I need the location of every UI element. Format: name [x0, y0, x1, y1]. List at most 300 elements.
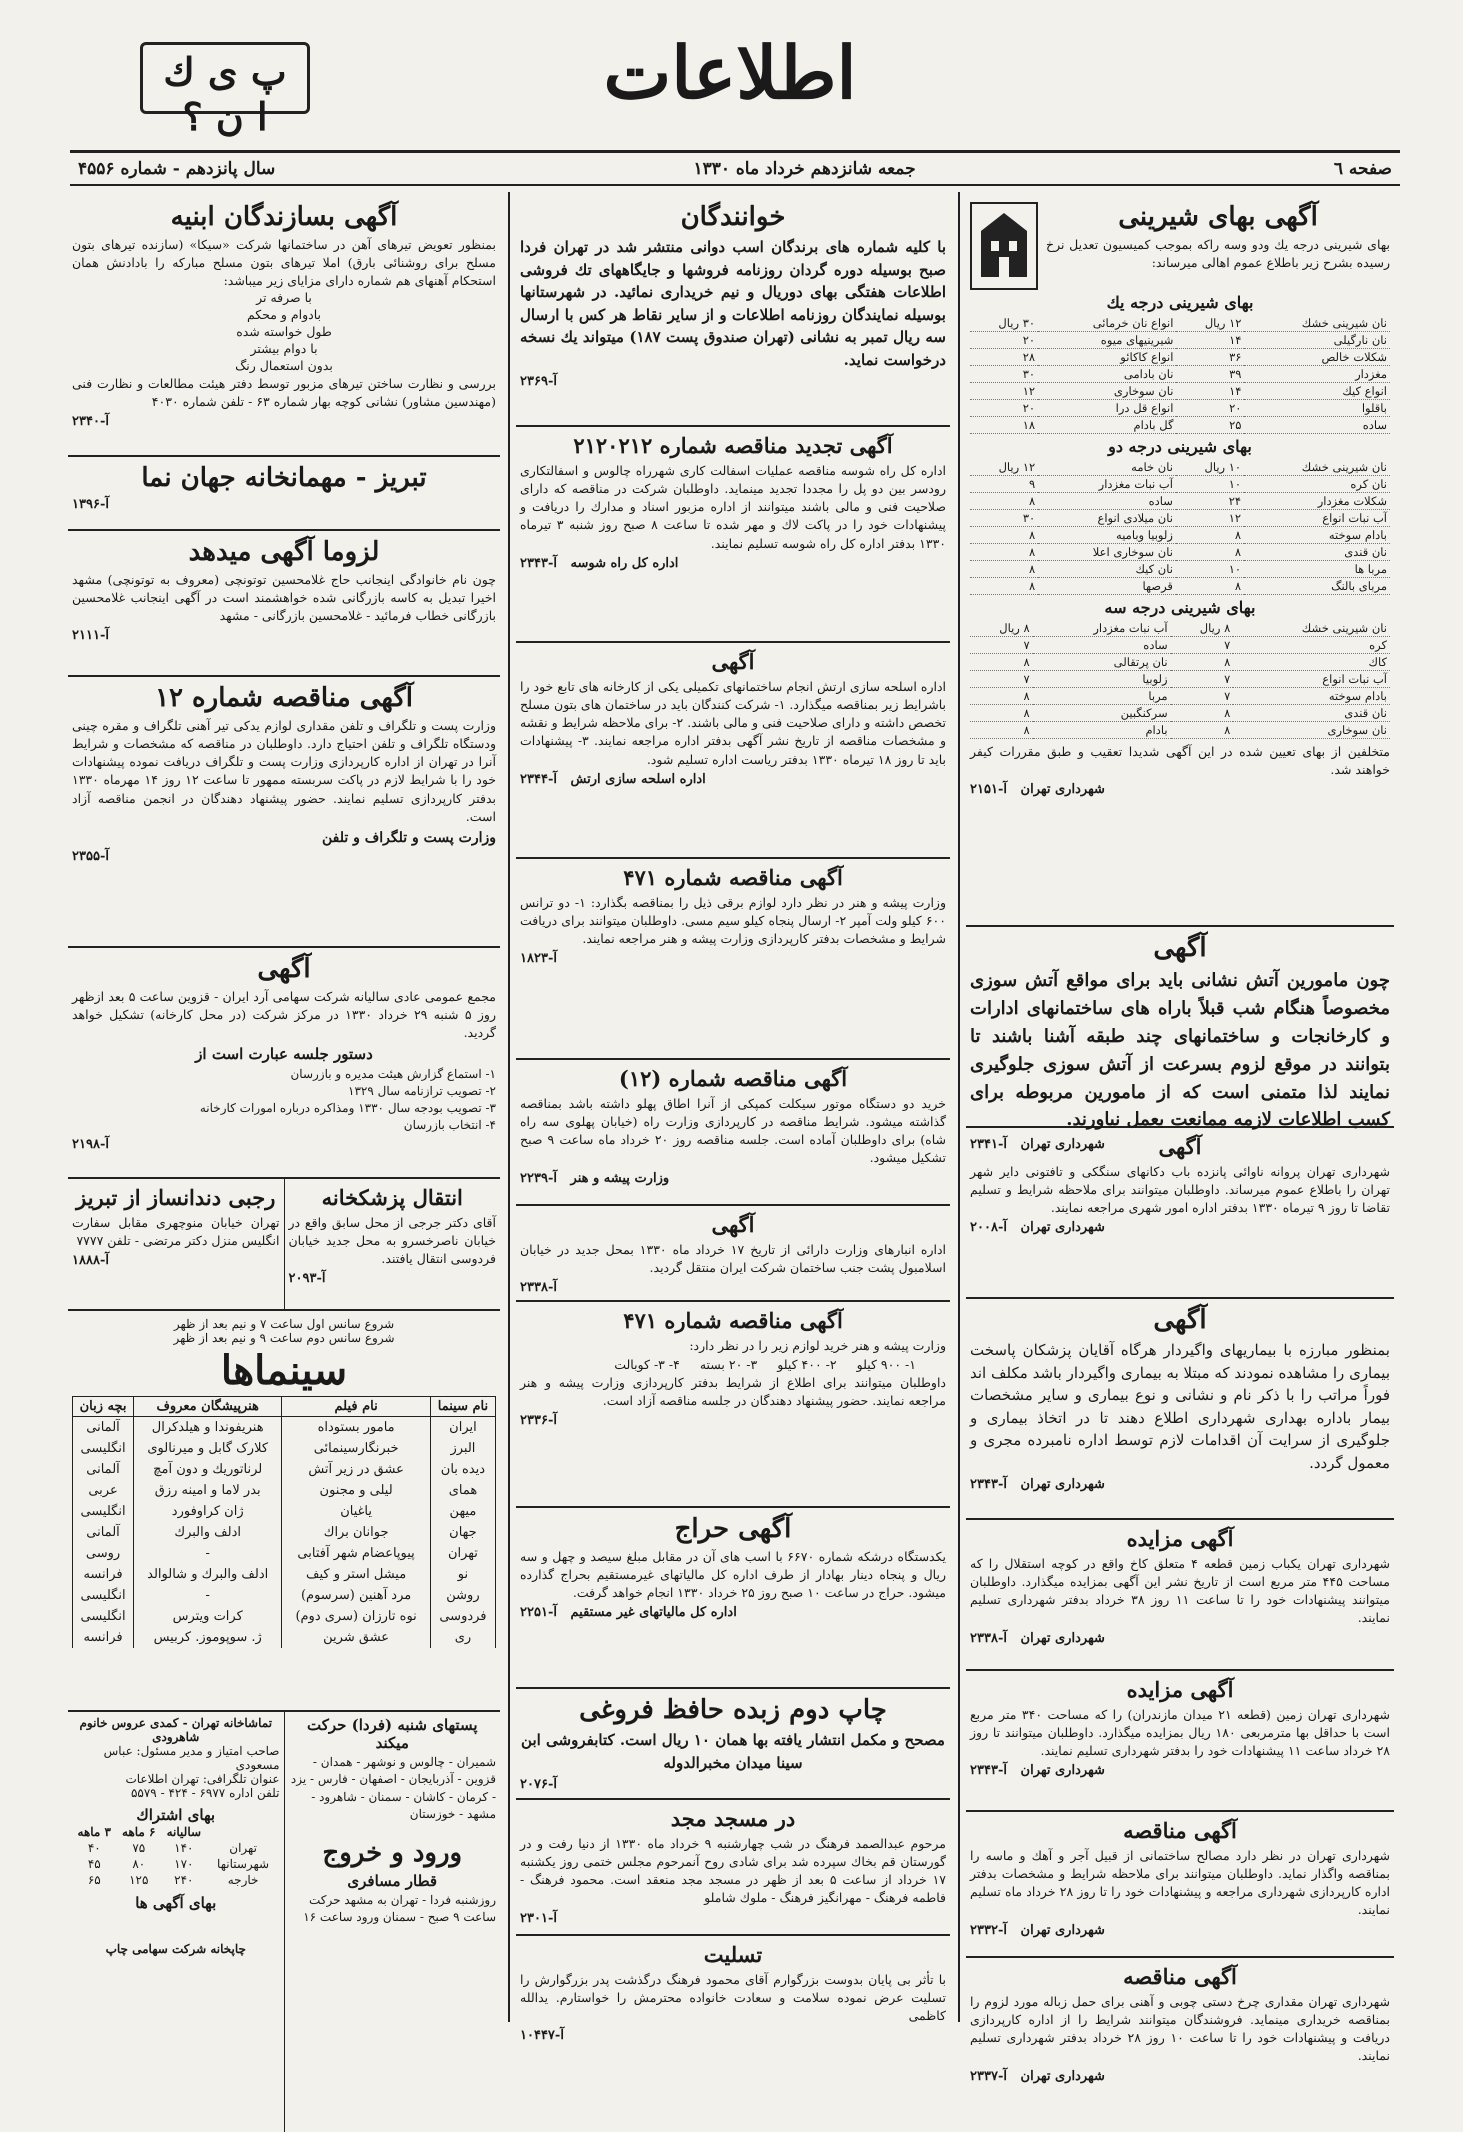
- ad-body: شهرداری تهران زمین (قطعه ۲۱ میدان مازندران) را که مساحت ۳۴۰ متر مربع است با حداقل بها مترمربعی ۱۸۰ ریال بمزایده میگذارد. داوطلبان میتوانند تا روز ۲۸ خرداد ساعت ۱۱ پیشنهادات خود را بدفتر شهرداری تسلیم نمایند.: [970, 1707, 1390, 1759]
- ad-title: انتقال پزشکخانه: [321, 1185, 463, 1210]
- price-row: [970, 383, 1390, 400]
- issue-number: سال پانزدهم - شماره ۴۵۵۶: [78, 158, 276, 179]
- table-cell: مغزدار: [1244, 366, 1390, 383]
- table-cell: زلوبیا: [1033, 671, 1171, 688]
- ad-signature: آ-۲۳۳۸: [520, 1280, 557, 1296]
- sweets-price-ad: [966, 196, 1394, 927]
- table-cell: خبرنگارسینمائی: [282, 1438, 431, 1459]
- address: عنوان تلگرافی: تهران اطلاعات: [125, 1772, 280, 1786]
- price-row: [970, 637, 1390, 654]
- ad-signature: آ-۱۰۴۴۷: [520, 2028, 564, 2044]
- table-cell: شهرستانها: [217, 1857, 270, 1871]
- transit-box: [284, 1712, 501, 2132]
- ad-title: لزوما آگهی میدهد: [188, 537, 380, 567]
- table-cell: روشن: [430, 1585, 495, 1606]
- table-cell: نان بادامی: [1038, 366, 1176, 383]
- grade1-price-table: [970, 315, 1390, 434]
- name-change-ad: [68, 531, 500, 677]
- ad-signature: شهرداری تهران آ-۲۳۴۳: [970, 1763, 1105, 1779]
- ad-title: آگهی: [711, 1212, 755, 1237]
- price-row: [970, 493, 1390, 510]
- showtime: شروع سانس اول ساعت ۷ و نیم بعد از ظهر: [173, 1317, 395, 1331]
- ad-title: آگهی: [257, 954, 311, 984]
- table-cell: میهن: [430, 1501, 495, 1522]
- cinema-row: [73, 1585, 496, 1606]
- ad-signature: شهرداری تهران آ-۲۳۴۳: [970, 1477, 1105, 1492]
- ad-title: چاپ دوم زبده حافظ فروغی: [579, 1695, 887, 1725]
- table-cell: ۸: [970, 578, 1038, 595]
- table-cell: نان قندی: [1244, 544, 1390, 561]
- fire-safety-ad: [966, 927, 1394, 1153]
- ad-title: آگهی: [1158, 1134, 1202, 1159]
- theater-title: تماشاخانه تهران - کمدی عروس خانوم شاهرودی: [79, 1716, 273, 1744]
- ad-signature: شهرداری تهران آ-۲۰۰۸: [970, 1220, 1105, 1236]
- waste-cart-tender-ad: [966, 1958, 1394, 2122]
- list-item: ۱- ۹۰۰ کیلو: [856, 1357, 916, 1373]
- transit-title: ورود و خروج: [322, 1837, 463, 1868]
- table-cell: بادام سوخته: [1233, 688, 1390, 705]
- table-cell: ۶۵: [87, 1873, 101, 1887]
- table-cell: آب نبات انواع: [1233, 671, 1390, 688]
- table-cell: ۳۶: [1176, 349, 1244, 366]
- ad-body: شهرداری تهران یکباب زمین قطعه ۴ متعلق کاخ واقع در کوچه استقلال را که مساحت ۴۴۵ متر مربع است از تاریخ نشر این آگهی بمزایده میگذارد. داوطلبان میتوانند پیشنهادات خود را تا ساعت ۱۱ روز ۳۸ خرداد بدفتر شهرداری تسلیم نمایند.: [970, 1556, 1391, 1626]
- ad-title: آگهی حراج: [674, 1514, 792, 1544]
- ad-body: داوطلبان میتوانند برای اطلاع از شرایط بدفتر کارپردازی وزارت پیشه و هنر مراجعه نمایند. حضور پیشنهاد دهندگان در جلسه مناقصه آزاد است.: [520, 1375, 946, 1409]
- ad-signature: اداره اسلحه سازی ارتش آ-۲۳۴۴: [520, 771, 706, 787]
- list-item: ۲- تصویب ترازنامه سال ۱۳۲۹: [348, 1084, 496, 1099]
- table-cell: فرانسه: [73, 1627, 134, 1648]
- ad-signature: اداره کل راه شوسه آ-۲۳۴۳: [520, 555, 679, 571]
- price-row: [970, 400, 1390, 417]
- table-cell: باقلوا: [1244, 400, 1390, 417]
- auction-ad-1: [966, 1520, 1394, 1671]
- table-cell: نو: [430, 1564, 495, 1585]
- ad-body: تهران خیابان منوچهری مقابل سفارت انگلیس منزل دکتر مرتضی - تلفن ۷۷۷۷: [72, 1215, 280, 1249]
- cinema-row: [73, 1564, 496, 1585]
- table-cell: جوانان براك: [282, 1522, 431, 1543]
- bakery-permit-ad: [966, 1128, 1394, 1299]
- table-cell: فرانسه: [73, 1564, 134, 1585]
- table-cell: ۸ ریال: [1171, 620, 1234, 637]
- table-cell: ۱۲: [970, 383, 1038, 400]
- ad-body: مصحح و مکمل انتشار یافته بها همان ۱۰ ریال است. کتابفروشی ابن سینا میدان مخبرالدوله: [521, 1731, 945, 1772]
- ad-signature: آ-۲۳۴۰: [72, 414, 109, 429]
- grade3-title: بهای شیرینی درجه سه: [1104, 598, 1256, 617]
- price-row: [970, 476, 1390, 493]
- table-cell: نان شیرینی خشك: [1244, 315, 1390, 332]
- train-title: قطار مسافری: [347, 1871, 438, 1890]
- table-cell: ۷: [1171, 671, 1234, 688]
- table-cell: ۸: [970, 688, 1033, 705]
- list-item: ۳- ۲۰ بسته: [699, 1357, 758, 1373]
- table-cell: ۳۰: [970, 510, 1038, 527]
- ad-signature: شهرداری تهران آ-۲۳۳۷: [970, 2068, 1105, 2084]
- ad-body: وزارت پیشه و هنر در نظر دارد لوازم برقی ذیل را بمناقصه بگذارد: ۱- دو ترانس ۶۰۰ کیلو ولت آمپر ۲- ارسال پنجاه کیلو سیم مسی. داوطلبان میتوانند برای دریافت شرایط و مشخصات بدفتر کارپردازی وزارت پیشه و هنر مراجعه نمایند.: [520, 895, 946, 947]
- auction-ad-2: [966, 1671, 1394, 1812]
- cinema-row: [73, 1459, 496, 1480]
- builders-ad: [68, 196, 500, 457]
- dateline: [70, 150, 1400, 186]
- table-cell: ۳۹: [1176, 366, 1244, 383]
- cinema-row: [73, 1522, 496, 1543]
- column-header: نام سینما: [430, 1397, 495, 1417]
- table-cell: ۹: [970, 476, 1038, 493]
- ad-body: مرحوم عبدالصمد فرهنگ در شب چهارشنبه ۹ خرداد ماه ۱۳۳۰ از دنیا رفت و در گورستان قم بخاك سپرده شد برای شادی روح آنمرحوم مجلس ختمی روز یکشنبه ۱۷ خرداد از ساعت ۵ بعد از ظهر در مسجد مجد منعقد است. محمود فرهنگ - فاطمه فرهنگ - مهرانگیز فرهنگ - ملوك شاملو: [520, 1836, 946, 1906]
- table-cell: ۱۰ ریال: [1176, 459, 1244, 476]
- table-cell: ری: [430, 1627, 495, 1648]
- ad-title: آگهی بهای شیرینی: [1118, 202, 1318, 232]
- features-list: [72, 290, 496, 374]
- table-cell: ۲۴: [1176, 493, 1244, 510]
- grade3-price-table: [970, 620, 1390, 739]
- ad-body: چون مامورین آتش نشانی باید برای مواقع آتش سوزی مخصوصاً هنگام شب قبلاً باراه های ساختمانهای ادارات و کارخانجات و ساختمانهای چند طبقه آشنا باشند تا بتوانند در موقع لزوم بسرعت از آتش سوزی جلوگیری نمایند لذا متمنی است که از مامورین مربوطه برای کسب اطلاعات لازمه ممانعت بعمل نیاورند.: [970, 970, 1390, 1131]
- electrical-tender-ad: [516, 859, 950, 1060]
- table-cell: ۳۰ ریال: [970, 315, 1038, 332]
- table-cell: ۸: [1176, 527, 1244, 544]
- table-cell: عربی: [73, 1480, 134, 1501]
- list-item: ۴- ۳- کوبالت: [614, 1357, 680, 1373]
- table-cell: تهران: [430, 1543, 495, 1564]
- table-cell: ۱۴: [1176, 332, 1244, 349]
- table-cell: ۷: [1171, 688, 1234, 705]
- column-header: نام فیلم: [282, 1397, 431, 1417]
- table-cell: ۳۰: [970, 366, 1038, 383]
- table-cell: ۲۸: [970, 349, 1038, 366]
- ad-title: آگهی: [1153, 1305, 1207, 1335]
- table-cell: گل بادام: [1038, 417, 1176, 434]
- column-header: ۶ ماهه: [122, 1825, 156, 1839]
- table-cell: قرصها: [1038, 578, 1176, 595]
- ad-body: شهرداری تهران پروانه ناوائی پانزده باب دکانهای سنگکی و تافتونی دایر شهر تهران را باطلاع عموم میرساند. داوطلبان میتوانند برای ملاحظه شرایط و تسلیم تقاضا تا روز ۹ تیرماه ۱۳۳۰ بدفتر اداره امور شهری مراجعه نمایند.: [970, 1164, 1390, 1216]
- table-cell: ۷: [1171, 637, 1234, 654]
- table-cell: لیلی و مجنون: [282, 1480, 431, 1501]
- ad-signature: آ-۱۳۹۶: [72, 497, 109, 512]
- list-item: ۲- ۴۰۰ کیلو: [777, 1357, 837, 1373]
- subscription-title: بهای اشتراك: [136, 1806, 216, 1824]
- assembly-ad: [68, 948, 500, 1179]
- table-cell: ژان کراوفورد: [134, 1501, 282, 1522]
- right-column: [960, 192, 1400, 2084]
- grade1-title: بهای شیرینی درجه یك: [1106, 293, 1254, 312]
- price-row: [970, 315, 1390, 332]
- ad-signature: آ-۲۳۳۶: [520, 1413, 557, 1429]
- ad-title: آگهی مناقصه: [1123, 1964, 1237, 1989]
- table-cell: ژ. سوپوموز. کربیس: [134, 1627, 282, 1648]
- table-cell: ۲۰: [970, 332, 1038, 349]
- ad-body: بهای شیرینی درجه یك ودو وسه راکه بموجب کمیسیون تعدیل نرخ رسیده بشرح زیر باطلاع عموم اهالی میرساند:: [1046, 237, 1390, 271]
- table-cell: نان شیرینی خشك: [1244, 459, 1390, 476]
- table-cell: ۱۲: [1176, 510, 1244, 527]
- road-tender-ad: [516, 427, 950, 643]
- table-cell: ساده: [1244, 417, 1390, 434]
- table-cell: انگلیسی: [73, 1438, 134, 1459]
- table-cell: آلمانی: [73, 1459, 134, 1480]
- cinema-row: [73, 1480, 496, 1501]
- cinema-section-title: سینماها: [220, 1347, 348, 1394]
- issue-date: جمعه شانزدهم خرداد ماه ۱۳۳۰: [693, 158, 916, 179]
- subscription-row: [72, 1840, 280, 1856]
- table-cell: ادلف والبرك: [134, 1522, 282, 1543]
- table-cell: ۱۰: [1176, 561, 1244, 578]
- ad-footer: متخلفین از بهای تعیین شده در این آگهی شدیدا تعقیب و طبق مقررات کیفر خواهند شد.: [970, 744, 1390, 778]
- column-header: سالیانه: [166, 1825, 202, 1839]
- ad-signature: آ-۲۰۷۶: [520, 1777, 557, 1792]
- column-header: ۳ ماهه: [77, 1825, 111, 1839]
- ad-signature: وزارت پیشه و هنر آ-۲۲۳۹: [520, 1170, 670, 1186]
- table-cell: نان پرتقالی: [1033, 654, 1171, 671]
- ad-title: آگهی مناقصه شماره ۴۷۱: [623, 1308, 843, 1333]
- list-item: ۱- استماع گزارش هیئت مدیره و بازرسان: [290, 1067, 496, 1082]
- ad-signature: شهرداری تهران آ-۲۱۵۱: [970, 782, 1105, 798]
- price-row: [970, 722, 1390, 739]
- list-item: بادوام و محکم: [246, 307, 322, 323]
- table-cell: عشق شرین: [282, 1627, 431, 1648]
- agenda-title: دستور جلسه عبارت است از: [195, 1045, 373, 1064]
- table-cell: ۲۴۰: [174, 1873, 194, 1887]
- table-cell: ۸: [970, 527, 1038, 544]
- table-cell: نان خامه: [1038, 459, 1176, 476]
- ad-signature: آ-۲۱۹۸: [72, 1136, 109, 1152]
- table-cell: ۸: [1171, 654, 1234, 671]
- list-item: ۳- تصویب بودجه سال ۱۳۳۰ ومذاکره درباره امورات کارخانه: [199, 1100, 496, 1115]
- telegraph-tender-ad: [68, 677, 500, 948]
- table-cell: مربای بالنگ: [1244, 578, 1390, 595]
- table-cell: فردوسی: [430, 1606, 495, 1627]
- supplies-tender-ad: [516, 1302, 950, 1508]
- table-cell: پیوپاعضام شهر آفتابی: [282, 1543, 431, 1564]
- price-row: [970, 366, 1390, 383]
- ad-body: شهرداری تهران در نظر دارد مصالح ساختمانی از قبیل آجر و آهك و ماسه را بمناقصه واگذار نماید. داوطلبان میتوانند برای ملاحظه شرایط و مشخصات بدفتر اداره کارپردازی شهرداری مراجعه و پیشنهادات خود را تا روز ۲۸ خرداد ماه تسلیم نمایند.: [970, 1848, 1391, 1918]
- table-cell: انگلیسی: [73, 1606, 134, 1627]
- table-cell: ۷: [970, 671, 1033, 688]
- table-cell: نان قندی: [1233, 705, 1390, 722]
- ad-body: اداره اسلحه سازی ارتش انجام ساختمانهای تکمیلی یکی از کارخانه های تابع خود را باشرایط زیر بمناقصه میگذارد. ۱- شرکت کنندگان باید در ساختمان های بتون مسلح تخصص داشته و دارای صلاحیت فنی و مالی باشند. ۲- برای ملاحظه شرایط و نقشه و مشخصات مناقصه از تاریخ نشر آگهی بدفتر اداره مراجعه نمایند. ۳- پیشنهادات باید تا روز ۱۸ تیرماه ۱۳۳۰ بدفتر ریاست اداره تسلیم شود.: [520, 679, 946, 767]
- table-cell: ادلف والبرك و شالوالد: [134, 1564, 282, 1585]
- table-cell: کلارک گابل و میرنالوی: [134, 1438, 282, 1459]
- table-cell: جهان: [430, 1522, 495, 1543]
- table-cell: ۱۷۰: [174, 1857, 194, 1871]
- table-cell: نان سوخاری اعلا: [1038, 544, 1176, 561]
- table-cell: انگلیسی: [73, 1585, 134, 1606]
- table-cell: کاك: [1233, 654, 1390, 671]
- mosque-memorial-ad: [516, 1800, 950, 1936]
- ad-title: پستهای شنبه (فردا) حرکت میکند: [306, 1716, 478, 1752]
- table-cell: بادام سوخته: [1244, 527, 1390, 544]
- masthead-title: اطلاعات: [603, 30, 857, 115]
- middle-column: [510, 192, 956, 2044]
- press-info-box: [68, 1712, 284, 2132]
- cinema-row: [73, 1606, 496, 1627]
- dentist-ad: [68, 1179, 284, 1309]
- table-cell: ۸: [970, 493, 1038, 510]
- price-row: [970, 510, 1390, 527]
- price-row: [970, 349, 1390, 366]
- ad-body: آقای دکتر جرجی از محل سابق واقع در خیابان ناصرخسرو به محل جدید خیابان فردوسی انتقال یافتند.: [288, 1215, 496, 1267]
- table-cell: نان میلادی انواع: [1038, 510, 1176, 527]
- table-cell: عشق در زیر آتش: [282, 1459, 431, 1480]
- ad-title: آگهی بسازندگان ابنیه: [170, 202, 398, 232]
- table-cell: کرات ویترس: [134, 1606, 282, 1627]
- ad-signature: آ-۲۳۶۹: [520, 374, 557, 389]
- column-header: [207, 1824, 280, 1840]
- table-cell: مربا: [1033, 688, 1171, 705]
- price-row: [970, 688, 1390, 705]
- price-row: [970, 459, 1390, 476]
- table-cell: ۲۰: [970, 400, 1038, 417]
- table-cell: مامور بستوداه: [282, 1417, 431, 1439]
- arsenal-construction-ad: [516, 643, 950, 859]
- table-cell: ۷۵: [132, 1841, 146, 1855]
- ad-price-title: بهای آگهی ها: [135, 1894, 217, 1912]
- ad-signature: آ-۲۳۰۱: [520, 1910, 557, 1926]
- cinema-table: [72, 1396, 496, 1648]
- ad-signature: آ-۲۰۹۳: [288, 1271, 326, 1287]
- table-cell: میشل استر و کیف: [282, 1564, 431, 1585]
- ad-title: تبریز - مهمانخانه جهان نما: [141, 463, 427, 493]
- table-cell: نان کیك: [1038, 561, 1176, 578]
- table-cell: ۱۲ ریال: [970, 459, 1038, 476]
- hafez-book-ad: [516, 1689, 950, 1800]
- table-cell: -: [134, 1543, 282, 1564]
- ad-title: آگهی مناقصه شماره ۴۷۱: [623, 865, 843, 890]
- table-cell: انواع قل درا: [1038, 400, 1176, 417]
- table-cell: شکلات مغزدار: [1244, 493, 1390, 510]
- ad-signature: شهرداری تهران آ-۲۳۴۱: [970, 1137, 1105, 1153]
- list-item: با صرفه تر: [256, 290, 312, 306]
- table-cell: ۸: [970, 722, 1033, 739]
- table-cell: هنریفوندا و هیلدکرال: [134, 1417, 282, 1439]
- subscription-table: [72, 1824, 280, 1888]
- ad-title: آگهی: [1153, 933, 1207, 963]
- table-cell: انگلیسی: [73, 1501, 134, 1522]
- subscription-row: [72, 1856, 280, 1872]
- ad-body: بمنظور مبارزه با بیماریهای واگیردار هرگاه آقایان پزشکان پاسخت بیماری را مشاهده نمودند که مبتلا به بیماری واگیردار باشد مکلف اند فوراً مراتب را با ذکر نام و نشانی و نوع بیماری و سایر مشخصات بیمار باداره بهداری شهرداری اطلاع دهند تا در اتخاذ بیماری و جلوگیری از سرایت آن اقدامات لازم توسط اداره نامبرده مجری و معمول گردد.: [970, 1341, 1390, 1472]
- ad-signature: آ-۲۳۵۵: [72, 848, 109, 864]
- price-row: [970, 332, 1390, 349]
- table-cell: -: [134, 1585, 282, 1606]
- subscription-row: [72, 1872, 280, 1888]
- ad-body: شمیران - چالوس و نوشهر - همدان - قزوین - آذربایجان - اصفهان - فارس - یزد - کرمان - کاشان - سمنان - شاهرود - مشهد - خوزستان: [290, 1755, 496, 1822]
- cinema-row: [73, 1543, 496, 1564]
- column-header: هنرپیشگان معروف: [134, 1397, 282, 1417]
- table-cell: انواع کاکائو: [1038, 349, 1176, 366]
- ad-body: شهرداری تهران مقداری چرخ دستی چوبی و آهنی برای حمل زباله مورد لزوم را بمناقصه خریداری مینماید. فروشندگان میتوانند شرایط را از اداره کارپردازی دریافت و پیشنهادات خود را تا ساعت ۱۰ روز ۲۸ خرداد بدفتر شهرداری تسلیم نمایند.: [970, 1994, 1390, 2064]
- cinema-row: [73, 1417, 496, 1439]
- column-header: بچه زبان: [73, 1397, 134, 1417]
- table-cell: زلوبیا وبامیه: [1038, 527, 1176, 544]
- ad-body: مجمع عمومی عادی سالیانه شرکت سهامی آرد ایران - قزوین ساعت ۵ بعد ازظهر روز ۵ شنبه ۲۹ خرداد ۱۳۳۰ در مرکز شرکت (در محل کارخانه) تشکیل خواهد گردید.: [72, 989, 496, 1041]
- page-number: صفحه ٦: [1333, 158, 1392, 179]
- table-cell: کره: [1233, 637, 1390, 654]
- masthead-badge: پ ی ك ا ن ؟: [140, 42, 310, 114]
- phones: تلفن اداره ۶۹۷۷ - ۴۲۴ - ۵۵۷۹: [130, 1786, 280, 1800]
- table-cell: بادام: [1033, 722, 1171, 739]
- tabriz-hotel-ad: [68, 457, 500, 531]
- table-cell: همای: [430, 1480, 495, 1501]
- list-item: بدون استعمال رنگ: [235, 357, 333, 373]
- price-row: [970, 671, 1390, 688]
- table-cell: البرز: [430, 1438, 495, 1459]
- ad-signature: اداره کل مالیاتهای غیر مستقیم آ-۲۲۵۱: [520, 1605, 737, 1621]
- ad-footer: وزارت پست و تلگراف و تلفن: [321, 829, 496, 846]
- table-cell: ۸: [1171, 705, 1234, 722]
- cinema-listing: [68, 1311, 500, 1712]
- table-cell: نوه تارزان (سری دوم): [282, 1606, 431, 1627]
- ad-title: آگهی مزایده: [1126, 1677, 1234, 1702]
- table-cell: بدر لاما و امینه رزق: [134, 1480, 282, 1501]
- materials-tender-ad: [966, 1812, 1394, 1958]
- ad-title: رجبی دندانساز از تبریز: [76, 1185, 276, 1210]
- warehouse-move-ad: [516, 1206, 950, 1302]
- table-cell: ایران: [430, 1417, 495, 1439]
- table-cell: ۸: [970, 544, 1038, 561]
- showtime: شروع سانس دوم ساعت ۹ و نیم بعد از ظهر: [173, 1331, 395, 1345]
- table-cell: آلمانی: [73, 1522, 134, 1543]
- table-cell: روسی: [73, 1543, 134, 1564]
- table-cell: ۲۰: [1176, 400, 1244, 417]
- table-cell: انواع نان خرمائی: [1038, 315, 1176, 332]
- price-row: [970, 578, 1390, 595]
- table-cell: ۱۴۰: [174, 1841, 194, 1855]
- left-column: [62, 192, 506, 2027]
- price-row: [970, 705, 1390, 722]
- ad-title: آگهی مناقصه شماره ۱۲: [155, 683, 413, 713]
- ad-body: بمنظور تعویض تیرهای آهن در ساختمانها شرکت «سیکا» (سازنده تیرهای بتون مسلح برای روشنائی بارق) املا تیرهای بتون مسلح مبارکه را بادادنش همان استحکام آهنهای هم شماره دارای مزایای زیر میباشد:: [72, 237, 496, 289]
- table-cell: سرکنگبین: [1033, 705, 1171, 722]
- table-cell: ۸: [970, 561, 1038, 578]
- table-cell: ساده: [1038, 493, 1176, 510]
- price-row: [970, 544, 1390, 561]
- table-cell: ۸: [1171, 722, 1234, 739]
- table-cell: ساده: [1033, 637, 1171, 654]
- ad-signature: آ-۲۱۱۱: [72, 628, 109, 644]
- agenda-list: [72, 1066, 496, 1133]
- ad-body: چون نام خانوادگی اینجانب حاج غلامحسین توتونچی (معروف به توتونچی) مشهد اخیرا تبدیل به کاسه بازرگانی شده خواهشمند است در آگهی اینجانب غلامحسین بازرگانی خطاب فرمائید - غلامحسین بازرگانی - مشهد: [72, 572, 496, 624]
- ad-title: آگهی مزایده: [1126, 1526, 1234, 1551]
- ad-signature: شهرداری تهران آ-۲۳۳۲: [970, 1922, 1105, 1938]
- motorcycle-tender-ad: [516, 1060, 950, 1206]
- price-row: [970, 417, 1390, 434]
- readers-notice-ad: [516, 196, 950, 427]
- table-cell: ۸: [970, 705, 1033, 722]
- ad-body: خرید دو دستگاه موتور سیکلت کمپکی از آنرا اطاق پهلو داشته باشد بمناقصه گذاشته میشود. شرایط مناقصه در کارپردازی وزارت راه (خیابان پهلوی سه راه شاه) برای داوطلبان آماده است. جلسه مناقصه روز ۲۰ خرداد ماه ساعت ۹ صبح تشکیل میشود.: [520, 1096, 946, 1166]
- table-cell: ۱۴: [1176, 383, 1244, 400]
- table-cell: مربا ها: [1244, 561, 1390, 578]
- price-row: [970, 527, 1390, 544]
- list-item: ۴- انتخاب بازرسان: [403, 1117, 496, 1132]
- ad-body: اداره انبارهای وزارت دارائی از تاریخ ۱۷ خرداد ماه ۱۳۳۰ بمحل جدید در خیابان اسلامبول پشت جنب ساختمان شرکت ایران منتقل گردید.: [520, 1242, 947, 1276]
- table-cell: ۷: [970, 637, 1033, 654]
- ad-title: آگهی مناقصه: [1123, 1818, 1237, 1843]
- table-cell: نان کره: [1244, 476, 1390, 493]
- press-transit-row: [68, 1712, 500, 2132]
- clinic-dentist-row: [68, 1179, 500, 1311]
- table-cell: شکلات خالص: [1244, 349, 1390, 366]
- publisher: صاحب امتیاز و مدیر مسئول: عباس مسعودی: [103, 1744, 280, 1772]
- table-cell: ۱۲ ریال: [1176, 315, 1244, 332]
- table-cell: انواع کیك: [1244, 383, 1390, 400]
- table-cell: آب نبات مغزدار: [1038, 476, 1176, 493]
- ad-body: با تأثر بی پایان بدوست بزرگوارم آقای محمود فرهنگ درگذشت پدر بزرگوارش را تسلیت عرض نموده سلامت و سعادت خانواده محترمش را خواستارم. یدالله کاظمی: [520, 1972, 946, 2024]
- ad-body: اداره کل راه شوسه مناقصه عملیات اسفالت کاری شهرراه چالوس و اسفالتکاری رودسر بین دو پل را مجددا تجدید مینماید. داوطلبان شرکت در مناقصه که دارای صلاحیت فنی و مالی باشند میتوانند از اداره مزبور اسناد و مدارك را دریافت و پیشنهادات خود را در پاکت لاك و مهر شده تا ساعت ۸ صبح روز شنبه ۳ تیرماه ۱۳۳۰ بدفتر اداره کل راه شوسه تسلیم نمایند.: [520, 463, 946, 551]
- table-cell: شیرینیهای میوه: [1038, 332, 1176, 349]
- price-row: [970, 561, 1390, 578]
- ad-signature: آ-۱۸۸۸: [72, 1253, 109, 1269]
- ad-title: آگهی تجدید مناقصه شماره ۲۱۲۰۲۱۲: [573, 433, 893, 458]
- table-cell: آلمانی: [73, 1417, 134, 1439]
- clinic-move-ad: [284, 1179, 501, 1309]
- table-cell: ۸: [1176, 544, 1244, 561]
